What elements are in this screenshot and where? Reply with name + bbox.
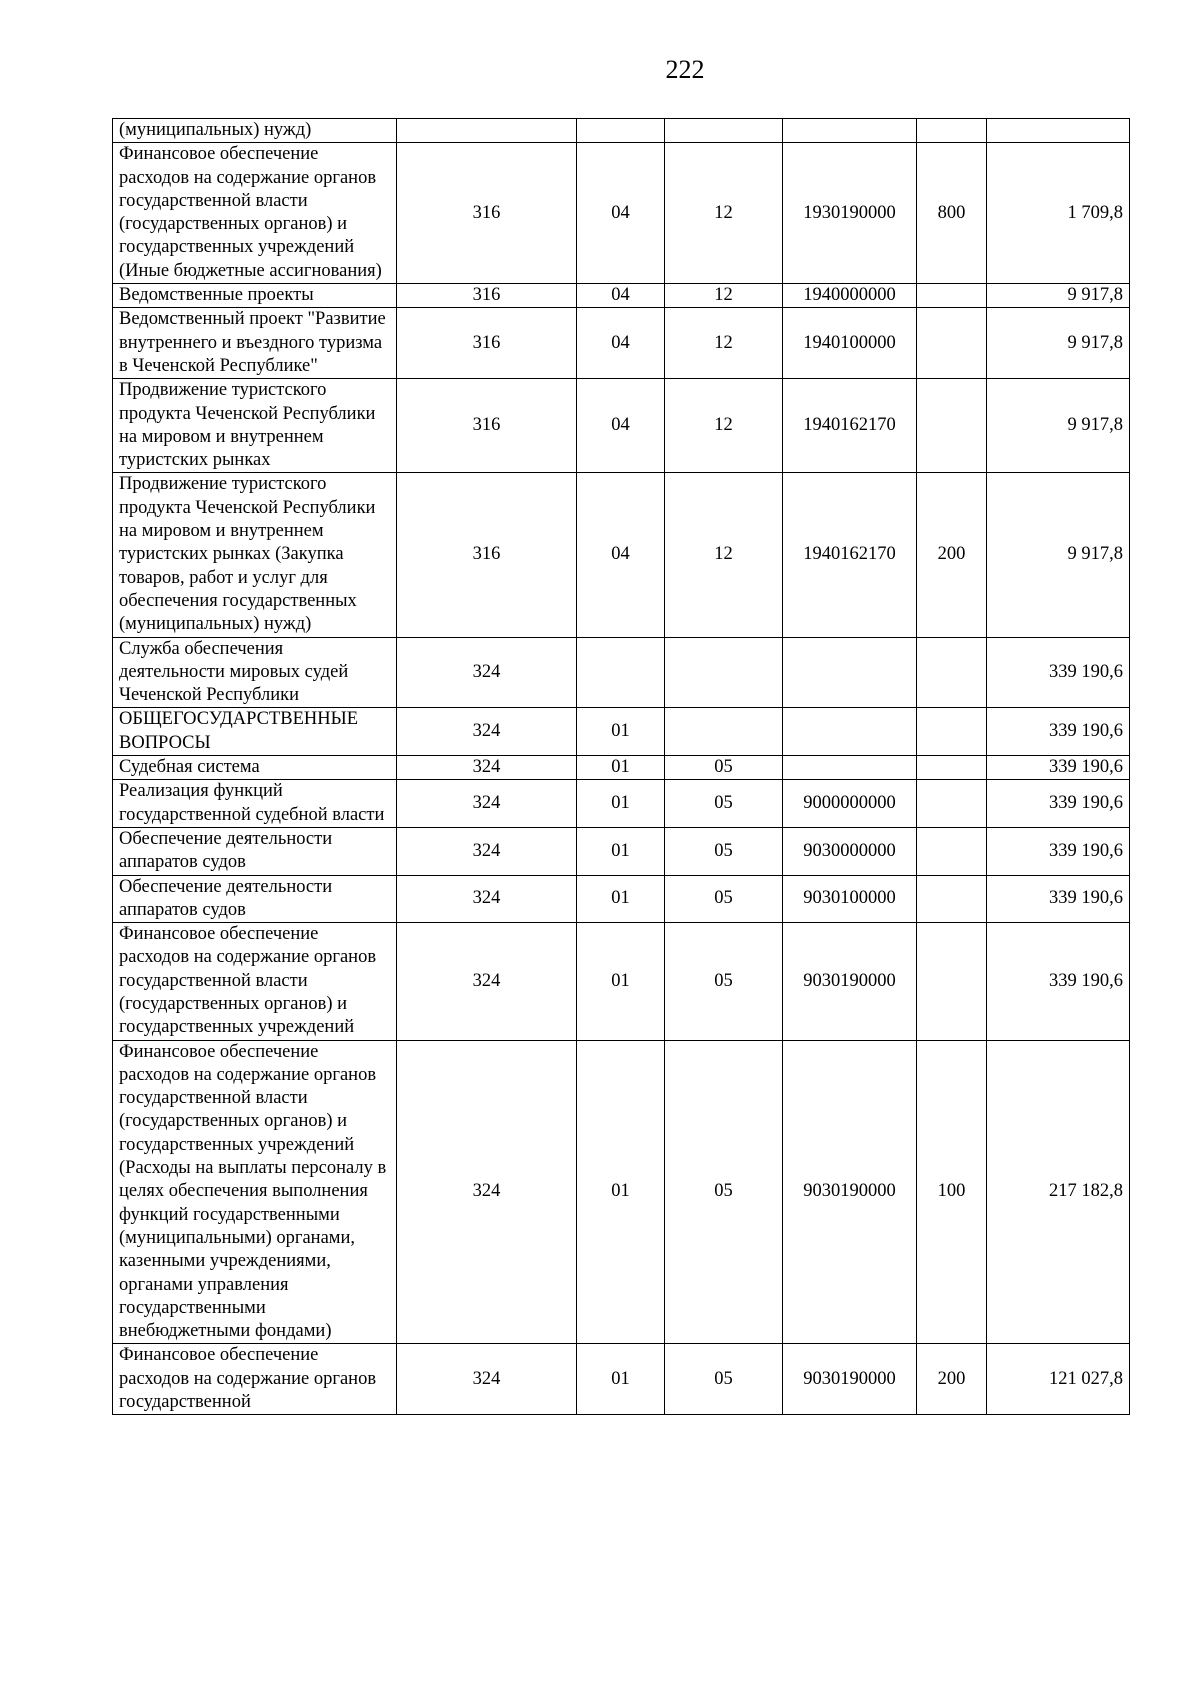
row-sum: 339 190,6 [987,780,1130,828]
row-vr [917,756,987,780]
row-csr: 9030190000 [783,923,917,1040]
row-ved: 324 [397,780,577,828]
row-name: Финансовое обеспечение расходов на содержание органов государственной [113,1344,397,1415]
row-rz: 01 [577,708,665,756]
row-rz: 01 [577,827,665,875]
row-pr: 05 [665,756,783,780]
table-row [113,875,1130,923]
row-csr: 1940162170 [783,473,917,637]
row-csr: 1930190000 [783,143,917,284]
row-name: Обеспечение деятельности аппаратов судов [113,875,397,923]
row-sum: 9 917,8 [987,379,1130,473]
row-csr: 9030190000 [783,1344,917,1415]
row-sum: 339 190,6 [987,756,1130,780]
row-vr: 200 [917,473,987,637]
table-row [113,708,1130,756]
row-pr [665,708,783,756]
row-ved: 316 [397,473,577,637]
row-pr [665,119,783,143]
row-csr [783,119,917,143]
row-ved: 324 [397,1344,577,1415]
row-vr [917,637,987,708]
row-pr: 12 [665,143,783,284]
row-rz: 01 [577,875,665,923]
row-vr [917,923,987,1040]
row-sum: 339 190,6 [987,708,1130,756]
row-sum [987,119,1130,143]
table-row [113,1040,1130,1344]
row-name: Реализация функций государственной судебной власти [113,780,397,828]
row-vr: 100 [917,1040,987,1344]
row-csr: 9000000000 [783,780,917,828]
table-row [113,308,1130,379]
table-body [113,119,1130,1415]
row-name: Финансовое обеспечение расходов на содержание органов государственной власти (государственных органов) и государственных учреждений [113,923,397,1040]
row-sum: 121 027,8 [987,1344,1130,1415]
row-name: Финансовое обеспечение расходов на содержание органов государственной власти (государственных органов) и государственных учреждений (Иные бюджетные ассигнования) [113,143,397,284]
row-ved: 324 [397,1040,577,1344]
row-vr [917,379,987,473]
row-rz [577,119,665,143]
row-sum: 339 190,6 [987,875,1130,923]
row-rz: 04 [577,379,665,473]
row-csr: 1940100000 [783,308,917,379]
row-rz: 01 [577,756,665,780]
row-sum: 1 709,8 [987,143,1130,284]
row-pr: 12 [665,379,783,473]
row-vr [917,708,987,756]
row-ved: 316 [397,284,577,308]
table-row [113,923,1130,1040]
table-row [113,143,1130,284]
row-rz [577,637,665,708]
row-name: Ведомственный проект "Развитие внутреннего и въездного туризма в Чеченской Республике" [113,308,397,379]
row-rz: 01 [577,1344,665,1415]
row-rz: 04 [577,284,665,308]
table-row [113,119,1130,143]
row-ved: 324 [397,923,577,1040]
row-pr: 05 [665,827,783,875]
row-name: (муниципальных) нужд) [113,119,397,143]
table-row [113,284,1130,308]
row-sum: 9 917,8 [987,284,1130,308]
row-pr [665,637,783,708]
row-sum: 9 917,8 [987,473,1130,637]
row-pr: 05 [665,1344,783,1415]
row-ved: 324 [397,875,577,923]
row-name: Продвижение туристского продукта Чеченской Республики на мировом и внутреннем туристских рынках (Закупка товаров, работ и услуг для обеспечения государственных (муниципальных) нужд) [113,473,397,637]
row-name: Финансовое обеспечение расходов на содержание органов государственной власти (государственных органов) и государственных учреждений (Расходы на выплаты персоналу в целях обеспечения выполнения функций государственными (муниципальными) органами, казенными учреждениями, органами управления государственными внебюджетными фондами) [113,1040,397,1344]
row-name: Служба обеспечения деятельности мировых судей Чеченской Республики [113,637,397,708]
row-pr: 05 [665,923,783,1040]
row-name: ОБЩЕГОСУДАРСТВЕННЫЕ ВОПРОСЫ [113,708,397,756]
row-csr: 1940000000 [783,284,917,308]
row-ved: 324 [397,637,577,708]
table-row [113,1344,1130,1415]
row-name: Обеспечение деятельности аппаратов судов [113,827,397,875]
row-ved [397,119,577,143]
row-rz: 01 [577,780,665,828]
row-pr: 05 [665,1040,783,1344]
table-row [113,379,1130,473]
row-pr: 12 [665,284,783,308]
table-row [113,473,1130,637]
row-sum: 339 190,6 [987,637,1130,708]
row-name: Ведомственные проекты [113,284,397,308]
row-rz: 01 [577,923,665,1040]
row-rz: 04 [577,473,665,637]
budget-table [112,118,1130,1415]
table-row [113,756,1130,780]
table-row [113,827,1130,875]
row-ved: 316 [397,379,577,473]
row-name: Судебная система [113,756,397,780]
row-rz: 04 [577,308,665,379]
row-vr: 200 [917,1344,987,1415]
row-csr: 9030100000 [783,875,917,923]
row-pr: 05 [665,780,783,828]
row-ved: 324 [397,708,577,756]
row-vr [917,308,987,379]
row-ved: 316 [397,143,577,284]
row-vr [917,827,987,875]
row-ved: 324 [397,756,577,780]
table-row [113,637,1130,708]
row-rz: 01 [577,1040,665,1344]
row-vr [917,284,987,308]
page-number: 222 [665,55,705,84]
row-csr [783,708,917,756]
row-csr [783,637,917,708]
row-rz: 04 [577,143,665,284]
row-pr: 12 [665,473,783,637]
row-vr [917,780,987,828]
table-row [113,780,1130,828]
row-vr: 800 [917,143,987,284]
row-ved: 324 [397,827,577,875]
row-vr [917,875,987,923]
row-sum: 9 917,8 [987,308,1130,379]
row-pr: 05 [665,875,783,923]
row-csr [783,756,917,780]
row-sum: 339 190,6 [987,923,1130,1040]
row-vr [917,119,987,143]
row-pr: 12 [665,308,783,379]
row-sum: 217 182,8 [987,1040,1130,1344]
row-csr: 9030190000 [783,1040,917,1344]
row-sum: 339 190,6 [987,827,1130,875]
row-csr: 9030000000 [783,827,917,875]
row-name: Продвижение туристского продукта Чеченской Республики на мировом и внутреннем туристских рынках [113,379,397,473]
row-csr: 1940162170 [783,379,917,473]
row-ved: 316 [397,308,577,379]
